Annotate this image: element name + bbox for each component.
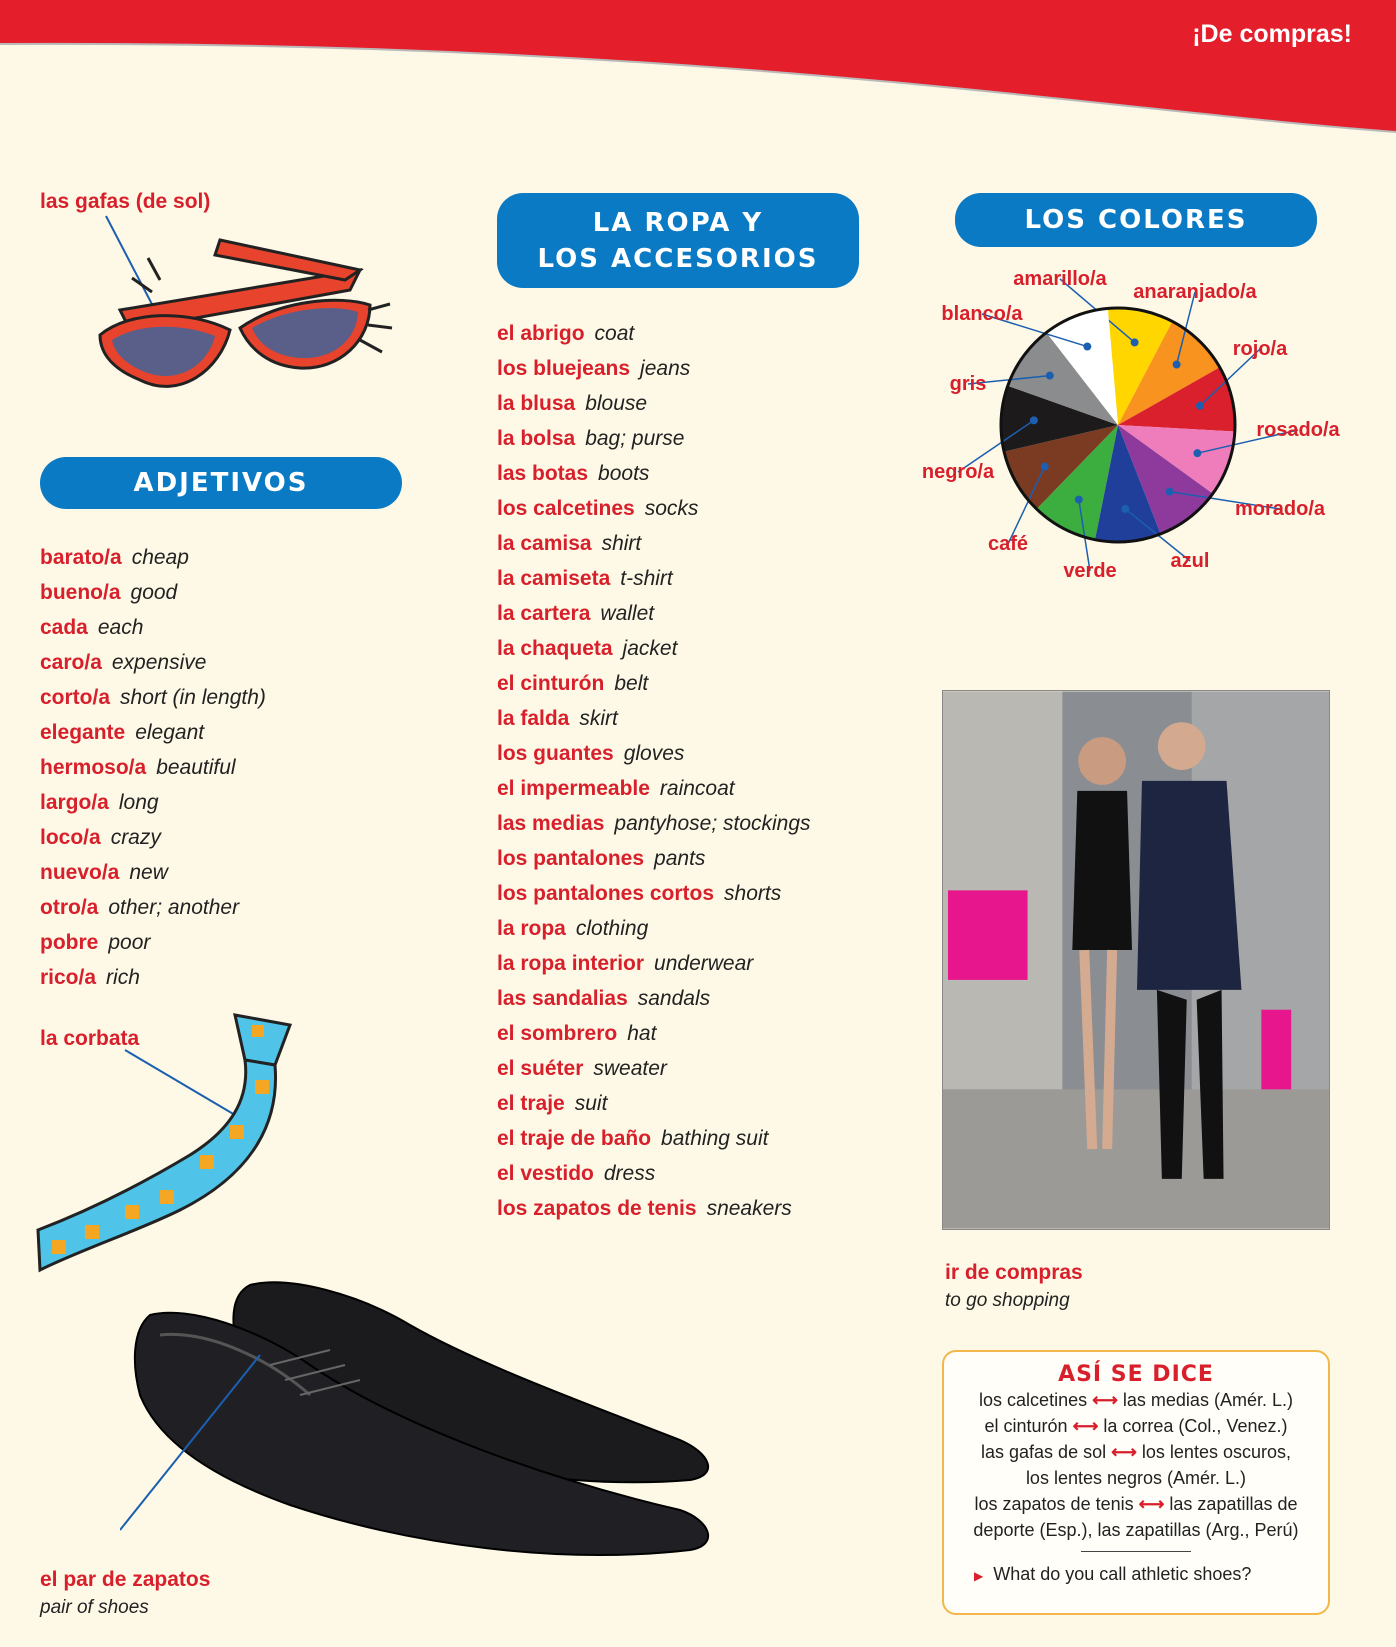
- ropa-term: los calcetines: [497, 497, 635, 520]
- ropa-term: la camisa: [497, 532, 592, 555]
- adjetivo-term: hermoso/a: [40, 756, 147, 779]
- ropa-term: la falda: [497, 707, 570, 730]
- ropa-row: [497, 1086, 811, 1121]
- double-arrow-icon: ⟷: [1106, 1442, 1142, 1462]
- color-label: azul: [1170, 550, 1210, 572]
- ropa-row: [497, 386, 811, 421]
- term-a: los zapatos de tenis: [974, 1494, 1134, 1514]
- adjetivo-term: rico/a: [40, 966, 97, 989]
- asi-se-dice-lines: [944, 1387, 1328, 1543]
- chapter-title: ¡De compras!: [1192, 20, 1352, 48]
- color-label: gris: [949, 373, 987, 395]
- term-a: las gafas de sol: [981, 1442, 1107, 1462]
- adjetivo-translation: short (in length): [120, 686, 266, 709]
- ropa-term: la cartera: [497, 602, 591, 625]
- color-dot: [1041, 463, 1049, 471]
- ropa-row: [497, 526, 811, 561]
- ropa-translation: boots: [598, 462, 650, 485]
- color-dot: [1193, 449, 1201, 457]
- adjetivo-row: [40, 925, 266, 960]
- ropa-translation: shirt: [601, 532, 642, 555]
- ropa-translation: suit: [574, 1092, 608, 1115]
- adjetivo-term: largo/a: [40, 791, 109, 814]
- ropa-translation: pants: [654, 847, 706, 870]
- ropa-translation: raincoat: [659, 777, 735, 800]
- color-dot: [1083, 343, 1091, 351]
- adjetivo-row: [40, 750, 266, 785]
- color-wheel: [900, 270, 1360, 620]
- ropa-row: [497, 771, 811, 806]
- ropa-translation: wallet: [600, 602, 655, 625]
- adjetivo-term: otro/a: [40, 896, 99, 919]
- photo-caption-en: to go shopping: [945, 1290, 1070, 1311]
- adjetivo-translation: good: [130, 581, 178, 604]
- adjetivo-term: elegante: [40, 721, 126, 744]
- ropa-row: [497, 491, 811, 526]
- adjetivos-list: [40, 540, 266, 995]
- adjetivo-translation: beautiful: [156, 756, 236, 779]
- sunglasses-illustration: [60, 200, 420, 440]
- ropa-term: el sombrero: [497, 1022, 618, 1045]
- color-dot: [1131, 338, 1139, 346]
- shoes-illustration: [120, 1275, 750, 1585]
- asi-se-dice-title: ASÍ SE DICE: [1058, 1362, 1214, 1387]
- asi-se-dice-line: [944, 1387, 1328, 1413]
- ropa-list: [497, 316, 811, 1226]
- ropa-row: [497, 561, 811, 596]
- ropa-translation: sneakers: [706, 1197, 792, 1220]
- adjetivo-term: nuevo/a: [40, 861, 120, 884]
- ropa-term: la blusa: [497, 392, 576, 415]
- ropa-translation: pantyhose; stockings: [614, 812, 811, 835]
- ropa-row: [497, 806, 811, 841]
- color-label: café: [987, 533, 1029, 555]
- adjetivo-row: [40, 540, 266, 575]
- ropa-term: el cinturón: [497, 672, 605, 695]
- adjetivo-term: barato/a: [40, 546, 122, 569]
- adjetivo-term: bueno/a: [40, 581, 121, 604]
- ropa-term: la bolsa: [497, 427, 576, 450]
- tie-label: la corbata: [40, 1027, 140, 1050]
- ropa-term: el suéter: [497, 1057, 584, 1080]
- adjetivos-heading: ADJETIVOS: [40, 457, 402, 509]
- adjetivo-row: [40, 855, 266, 890]
- ropa-translation: bag; purse: [585, 427, 685, 450]
- adjetivo-term: corto/a: [40, 686, 111, 709]
- ropa-translation: blouse: [585, 392, 648, 415]
- color-label: morado/a: [1234, 498, 1326, 520]
- asi-se-dice-line: [944, 1465, 1328, 1491]
- asi-se-dice-box: [942, 1350, 1330, 1615]
- adjetivo-term: loco/a: [40, 826, 101, 849]
- adjetivo-row: [40, 785, 266, 820]
- ropa-term: el abrigo: [497, 322, 585, 345]
- ropa-row: [497, 876, 811, 911]
- ropa-row: [497, 1051, 811, 1086]
- adjetivo-translation: each: [97, 616, 144, 639]
- ropa-row: [497, 946, 811, 981]
- adjetivo-row: [40, 575, 266, 610]
- term-b: la correa (Col., Venez.): [1103, 1416, 1288, 1436]
- ropa-term: los pantalones cortos: [497, 882, 715, 905]
- double-arrow-icon: ⟷: [1067, 1416, 1104, 1436]
- adjetivo-translation: other; another: [108, 896, 240, 919]
- ropa-translation: jacket: [622, 637, 678, 660]
- ropa-translation: coat: [594, 322, 635, 345]
- ropa-term: los zapatos de tenis: [497, 1197, 697, 1220]
- asi-se-dice-line: [944, 1413, 1328, 1439]
- color-dot: [1075, 496, 1083, 504]
- adjetivo-translation: poor: [108, 931, 151, 954]
- ropa-heading-line2: LOS ACCESORIOS: [537, 244, 819, 274]
- color-label: rojo/a: [1232, 338, 1288, 360]
- asi-se-dice-line: [944, 1517, 1328, 1543]
- ropa-translation: sweater: [593, 1057, 667, 1080]
- ropa-row: [497, 841, 811, 876]
- ropa-translation: jeans: [640, 357, 691, 380]
- colores-heading: LOS COLORES: [955, 193, 1317, 247]
- ropa-row: [497, 1191, 811, 1226]
- ropa-translation: dress: [603, 1162, 656, 1185]
- adjetivo-translation: crazy: [110, 826, 161, 849]
- ropa-term: las medias: [497, 812, 605, 835]
- color-dot: [1030, 416, 1038, 424]
- adjetivo-row: [40, 680, 266, 715]
- ropa-term: la ropa interior: [497, 952, 645, 975]
- ropa-term: el vestido: [497, 1162, 594, 1185]
- color-label: amarillo/a: [1013, 270, 1107, 290]
- divider: [1081, 1551, 1191, 1552]
- ropa-term: los pantalones: [497, 847, 645, 870]
- ropa-translation: underwear: [654, 952, 754, 975]
- ropa-translation: hat: [627, 1022, 657, 1045]
- adjetivo-term: caro/a: [40, 651, 102, 674]
- ropa-translation: gloves: [623, 742, 685, 765]
- ropa-term: la camiseta: [497, 567, 611, 590]
- ropa-row: [497, 911, 811, 946]
- adjetivo-term: pobre: [40, 931, 99, 954]
- ropa-translation: skirt: [579, 707, 618, 730]
- ropa-row: [497, 631, 811, 666]
- ropa-row: [497, 701, 811, 736]
- ropa-heading: [497, 193, 859, 288]
- ropa-term: las botas: [497, 462, 589, 485]
- color-label: rosado/a: [1256, 419, 1340, 441]
- ropa-translation: sandals: [637, 987, 711, 1010]
- color-dot: [1046, 372, 1054, 380]
- adjetivo-row: [40, 960, 266, 995]
- ropa-term: el traje: [497, 1092, 565, 1115]
- ropa-translation: belt: [614, 672, 649, 695]
- triangle-icon: ▶: [974, 1569, 984, 1583]
- double-arrow-icon: ⟷: [1087, 1390, 1123, 1410]
- term-b: los lentes negros (Amér. L.): [1025, 1468, 1247, 1488]
- term-a: los calcetines: [979, 1390, 1088, 1410]
- color-label: anaranjado/a: [1133, 281, 1257, 303]
- asi-se-dice-question: [944, 1564, 1328, 1585]
- ropa-term: los guantes: [497, 742, 614, 765]
- question-text: What do you call athletic shoes?: [993, 1564, 1252, 1584]
- color-label: blanco/a: [941, 303, 1023, 325]
- ropa-term: las sandalias: [497, 987, 628, 1010]
- ropa-row: [497, 666, 811, 701]
- ropa-term: los bluejeans: [497, 357, 631, 380]
- ropa-heading-line1: LA ROPA Y: [592, 208, 764, 238]
- ropa-translation: bathing suit: [661, 1127, 769, 1150]
- color-dot: [1173, 360, 1181, 368]
- term-a: el cinturón: [984, 1416, 1068, 1436]
- ropa-row: [497, 456, 811, 491]
- ropa-row: [497, 1121, 811, 1156]
- ropa-row: [497, 1016, 811, 1051]
- ropa-term: la ropa: [497, 917, 566, 940]
- tie-illustration: [30, 1005, 310, 1275]
- color-dot: [1166, 488, 1174, 496]
- color-dot: [1196, 402, 1204, 410]
- color-dot: [1121, 505, 1129, 513]
- adjetivo-translation: elegant: [135, 721, 205, 744]
- shoes-sublabel: pair of shoes: [40, 1597, 149, 1618]
- adjetivo-translation: long: [118, 791, 159, 814]
- term-b: las medias (Amér. L.): [1122, 1390, 1293, 1410]
- adjetivo-term: cada: [40, 616, 88, 639]
- ropa-row: [497, 596, 811, 631]
- shopping-photo: [942, 690, 1330, 1230]
- color-label: negro/a: [921, 461, 995, 483]
- shoes-label: el par de zapatos: [40, 1568, 211, 1591]
- asi-se-dice-line: [944, 1491, 1328, 1517]
- adjetivo-translation: cheap: [131, 546, 189, 569]
- color-label: verde: [1063, 560, 1117, 582]
- adjetivo-row: [40, 610, 266, 645]
- adjetivo-translation: expensive: [111, 651, 207, 674]
- ropa-row: [497, 736, 811, 771]
- ropa-row: [497, 1156, 811, 1191]
- adjetivo-translation: rich: [106, 966, 140, 989]
- sunglasses-label: las gafas (de sol): [40, 190, 211, 213]
- ropa-term: el traje de baño: [497, 1127, 652, 1150]
- double-arrow-icon: ⟷: [1133, 1494, 1170, 1514]
- ropa-term: la chaqueta: [497, 637, 613, 660]
- ropa-translation: clothing: [575, 917, 649, 940]
- adjetivo-row: [40, 890, 266, 925]
- photo-caption: ir de compras: [945, 1261, 1083, 1284]
- header-banner: [0, 0, 1396, 140]
- adjetivo-row: [40, 645, 266, 680]
- ropa-translation: shorts: [724, 882, 782, 905]
- term-b: deporte (Esp.), las zapatillas (Arg., Perú): [973, 1520, 1299, 1540]
- ropa-translation: t-shirt: [620, 567, 673, 590]
- ropa-row: [497, 351, 811, 386]
- term-b: los lentes oscuros,: [1141, 1442, 1291, 1462]
- adjetivo-row: [40, 820, 266, 855]
- term-b: las zapatillas de: [1169, 1494, 1298, 1514]
- asi-se-dice-line: [944, 1439, 1328, 1465]
- ropa-translation: socks: [644, 497, 699, 520]
- ropa-row: [497, 421, 811, 456]
- ropa-row: [497, 981, 811, 1016]
- ropa-term: el impermeable: [497, 777, 650, 800]
- adjetivo-row: [40, 715, 266, 750]
- ropa-row: [497, 316, 811, 351]
- adjetivo-translation: new: [129, 861, 168, 884]
